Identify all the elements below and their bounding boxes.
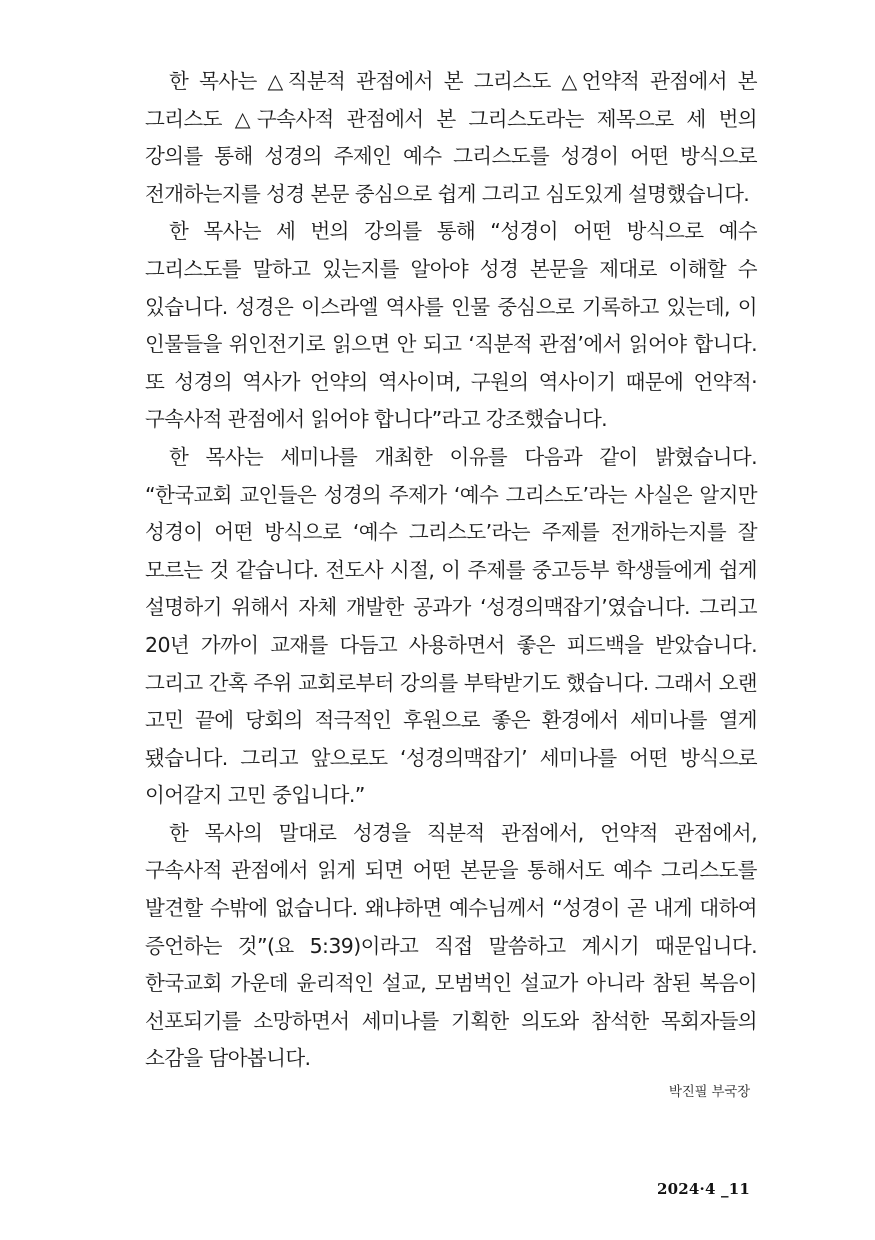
paragraph-4: 한 목사의 말대로 성경을 직분적 관점에서, 언약적 관점에서, 구속사적 관점에서 읽게 되면 어떤 본문을 통해서도 예수 그리스도를 발견할 수밖에 없습니다. 왜냐하면 예수님께서 “성경이 곧 내게 대하여 증언하는 것”(요 5:39)이라고 직접 말씀하고 계시기 때문입니다. 한국교회 가운데 윤리적인 설교, 모범벅인 설교가 아니라 참된 복음이 선포되기를 소망하면서 세미나를 기획한 의도와 참석한 목회자들의 소감을 담아봅니다.: [145, 820, 757, 1071]
page-footer: 2024·4 _11: [656, 1180, 750, 1198]
paragraph-1: 한 목사는 △직분적 관점에서 본 그리스도 △언약적 관점에서 본 그리스도 △구속사적 관점에서 본 그리스도라는 제목으로 세 번의 강의를 통해 성경의 주제인 예수 그리스도를 성경이 어떤 방식으로 전개하는지를 성경 본문 중심으로 쉽게 그리고 심도있게 설명했습니다.: [145, 69, 757, 206]
article-body: [145, 63, 757, 1078]
author-byline: 박진필 부국장: [668, 1084, 750, 1100]
paragraph-3: 한 목사는 세미나를 개최한 이유를 다음과 같이 밝혔습니다. “한국교회 교인들은 성경의 주제가 ‘예수 그리스도’라는 사실은 알지만 성경이 어떤 방식으로 ‘예수 그리스도’라는 주제를 전개하는지를 잘 모르는 것 같습니다. 전도사 시절, 이 주제를 중고등부 학생들에게 쉽게 설명하기 위해서 자체 개발한 공과가 ‘성경의맥잡기’였습니다. 그리고 20년 가까이 교재를 다듬고 사용하면서 좋은 피드백을 받았습니다. 그리고 간혹 주위 교회로부터 강의를 부탁받기도 했습니다. 그래서 오랜 고민 끝에 당회의 적극적인 후원으로 좋은 환경에서 세미나를 열게 됐습니다. 그리고 앞으로도 ‘성경의맥잡기’ 세미나를 어떤 방식으로 이어갈지 고민 중입니다.”: [145, 444, 757, 808]
paragraph-2: 한 목사는 세 번의 강의를 통해 “성경이 어떤 방식으로 예수 그리스도를 말하고 있는지를 알아야 성경 본문을 제대로 이해할 수 있습니다. 성경은 이스라엘 역사를 인물 중심으로 기록하고 있는데, 이 인물들을 위인전기로 읽으면 안 되고 ‘직분적 관점’에서 읽어야 합니다. 또 성경의 역사가 언약의 역사이며, 구원의 역사이기 때문에 언약적·구속사적 관점에서 읽어야 합니다”라고 강조했습니다.: [145, 219, 757, 432]
